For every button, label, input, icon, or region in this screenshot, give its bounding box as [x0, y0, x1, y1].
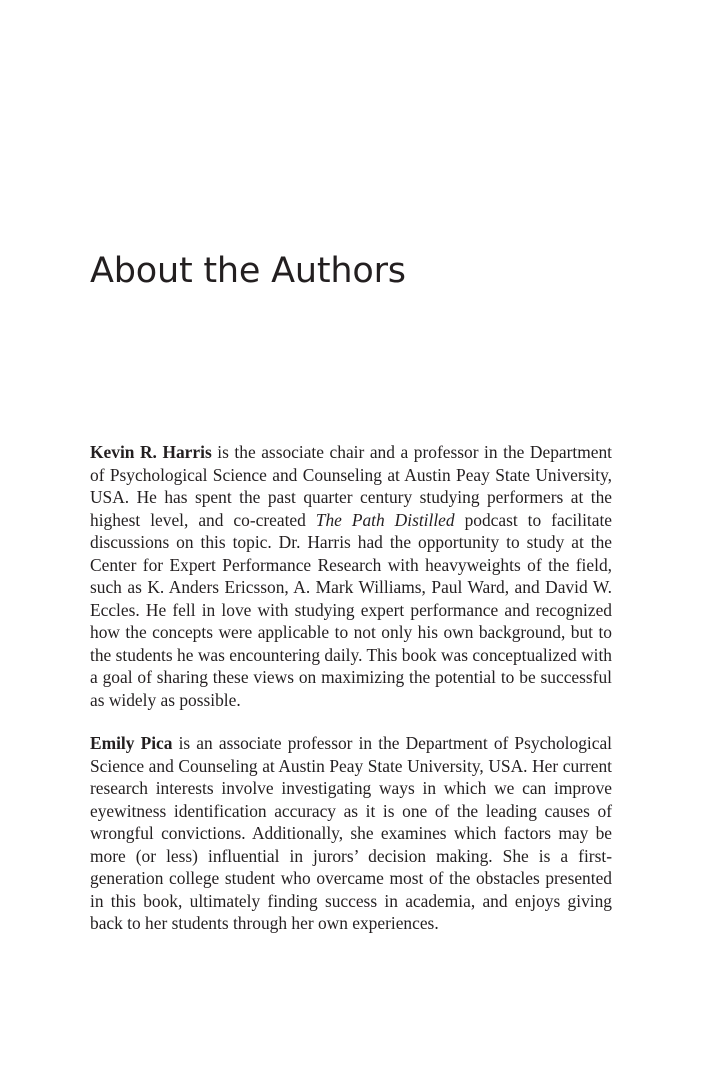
author-bio-kevin-harris: [90, 441, 612, 711]
author-bio-text: is an associate professor in the Department of Psychological Science and Counseling at Austin Peay State University, USA. Her current research interests involve investigating ways in which we can improve eyewitness identification accuracy as it is one of the leading causes of wrongful convictions. Additionally, she examines which factors may be more (or less) influential in jurors’ decision making. She is a first-generation college student who overcame most of the obstacles presented in this book, ultimately finding success in academia, and enjoys giving back to her students through her own experiences.: [90, 733, 612, 933]
author-bio-text: is the associate chair and a professor in the Department of Psychological Science and Counseling at Austin Peay State University, USA. He has spent the past quarter century studying performers at the highest level, and co-created: [90, 442, 612, 530]
author-bio-emily-pica: [90, 732, 612, 935]
author-name: Kevin R. Harris: [90, 442, 212, 462]
podcast-title: The Path Distilled: [315, 509, 455, 530]
author-name: Emily Pica: [90, 733, 173, 753]
author-bio-text: podcast to facilitate discussions on this topic. Dr. Harris had the opportunity to study at the Center for Expert Performance Research with heavyweights of the field, such as K. Anders Ericsson, A. Mark Williams, Paul Ward, and David W. Eccles. He fell in love with studying expert performance and recognized how the concepts were applicable to not only his own background, but to the students he was encountering daily. This book was conceptualized with a goal of sharing these views on maximizing the potential to be successful as widely as possible.: [90, 509, 612, 710]
page-title: About the Authors: [90, 251, 406, 291]
